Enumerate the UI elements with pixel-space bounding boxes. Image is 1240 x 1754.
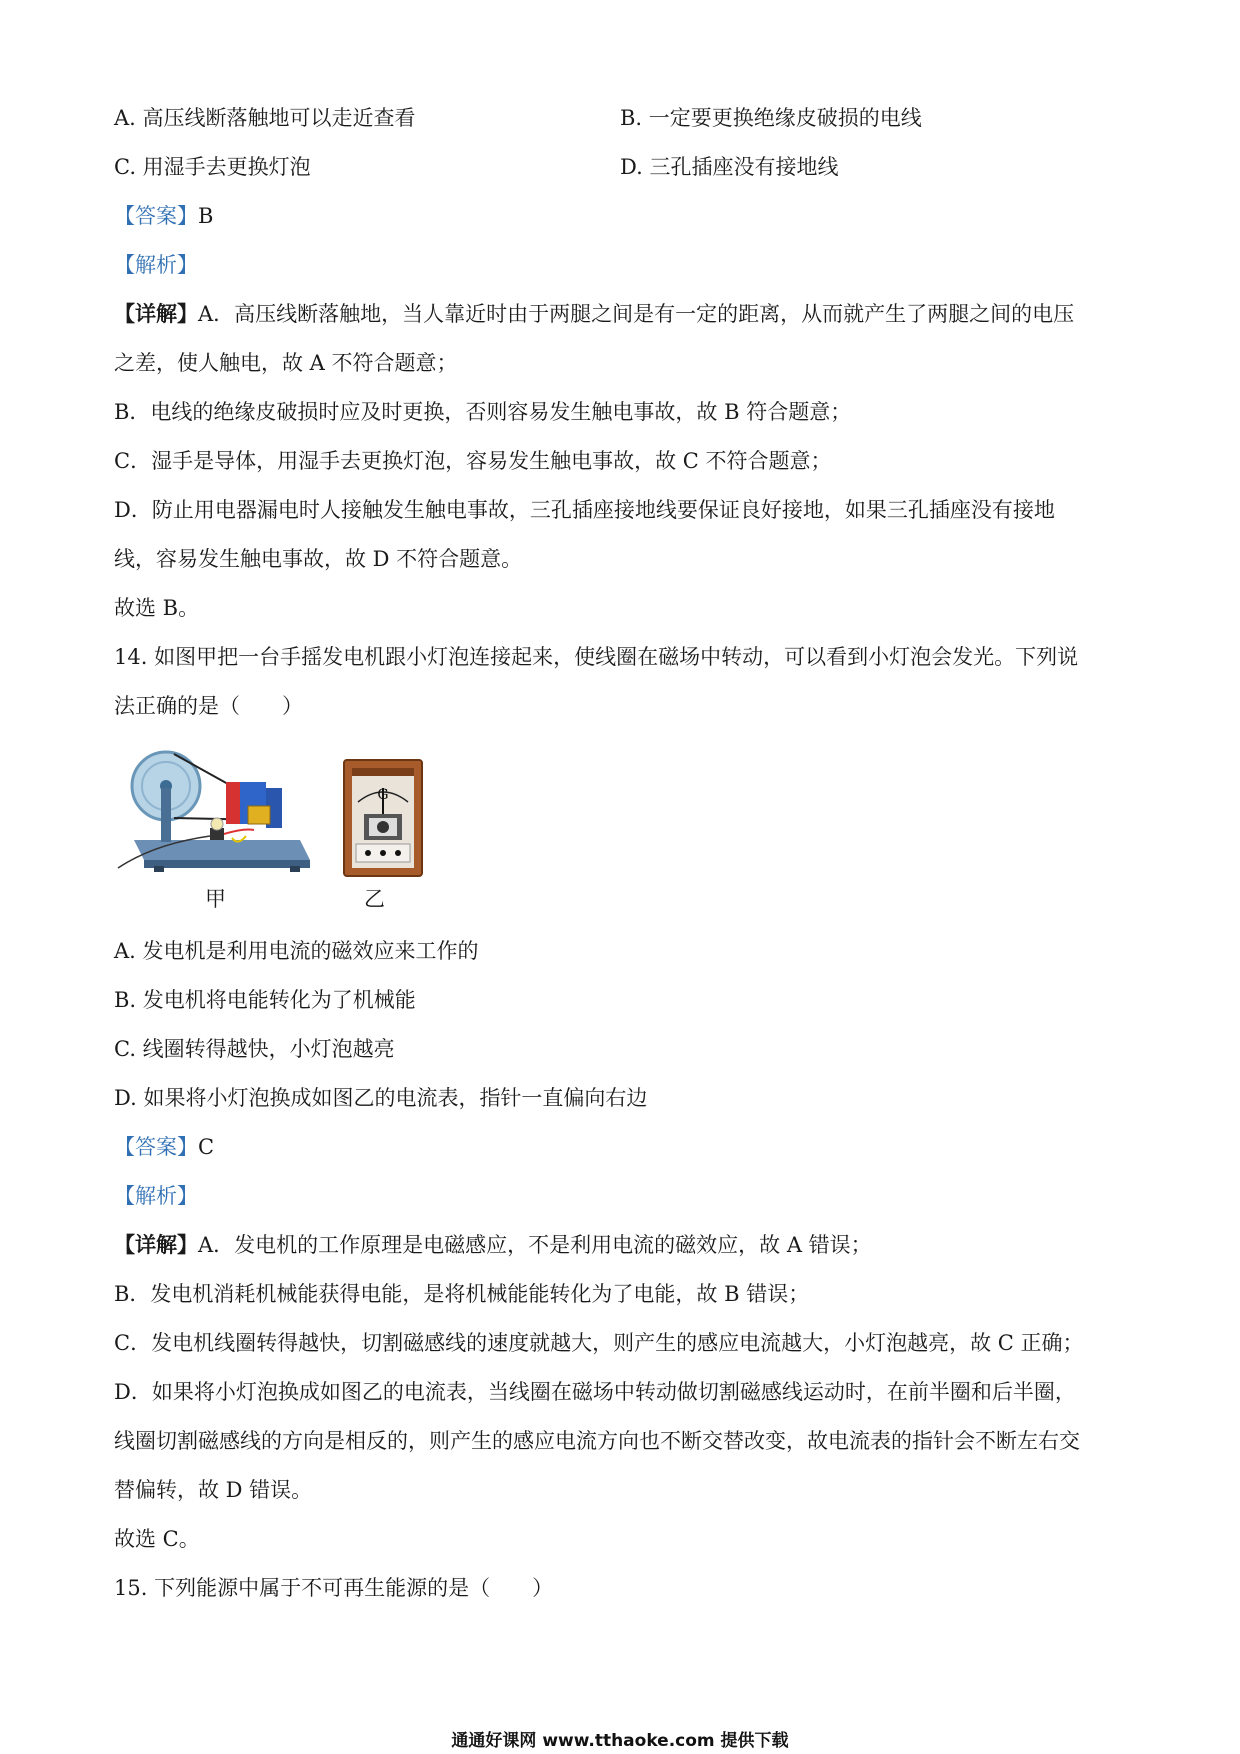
q14-detail-d-line2: 线圈切割磁感线的方向是相反的，则产生的感应电流方向也不断交替改变，故电流表的指针会不断左右交 <box>114 1429 1080 1453</box>
q13-answer <box>114 202 213 230</box>
answer-tag: 【答案】 <box>114 1135 198 1159</box>
q13-analysis-tag: 【解析】 <box>114 253 198 277</box>
footer-source: 通通好课网 www.tthaoke.com 提供下载 <box>451 1731 789 1751</box>
q15-stem: 15. 下列能源中属于不可再生能源的是（ ） <box>114 1576 554 1600</box>
q14-detail-c: C．发电机线圈转得越快，切割磁感线的速度就越大，则产生的感应电流越大，小灯泡越亮，故 C 正确； <box>114 1331 1084 1355</box>
galvanometer-figure <box>342 758 424 878</box>
q13-detail-b: B．电线的绝缘皮破损时应及时更换，否则容易发生触电事故，故 B 符合题意； <box>114 400 852 424</box>
q14-option-c: C. 线圈转得越快，小灯泡越亮 <box>114 1037 395 1061</box>
detail-tag: 【详解】 <box>114 1232 198 1257</box>
q14-stem-line2: 法正确的是（ ） <box>114 694 303 718</box>
q13-detail-d-line1: D．防止用电器漏电时人接触发生触电事故，三孔插座接地线要保证良好接地，如果三孔插座没有接地 <box>114 498 1055 522</box>
generator-base-top <box>134 840 310 860</box>
q14-detail-a <box>114 1231 872 1259</box>
q13-option-d: D. 三孔插座没有接地线 <box>620 155 839 179</box>
q14-detail-d-line1: D．如果将小灯泡换成如图乙的电流表，当线圈在磁场中转动做切割磁感线运动时，在前半圈和后半圈， <box>114 1380 1076 1404</box>
q13-detail-c: C．湿手是导体，用湿手去更换灯泡，容易发生触电事故，故 C 不符合题意； <box>114 449 832 473</box>
detail-tag: 【详解】 <box>114 301 198 326</box>
answer-value: C <box>198 1135 215 1159</box>
q13-detail-a-line2: 之差，使人触电，故 A 不符合题意； <box>114 351 458 375</box>
figure-yi-caption: 乙 <box>364 887 385 911</box>
coil <box>248 806 270 824</box>
q14-conclusion: 故选 C。 <box>114 1527 200 1551</box>
q14-option-d: D. 如果将小灯泡换成如图乙的电流表，指针一直偏向右边 <box>114 1086 648 1110</box>
detail-text: A．高压线断落触地，当人靠近时由于两腿之间是有一定的距离，从而就产生了两腿之间的电压 <box>198 302 1075 326</box>
q14-answer <box>114 1133 214 1161</box>
magnet-red <box>226 782 240 824</box>
q14-option-b: B. 发电机将电能转化为了机械能 <box>114 988 416 1012</box>
q14-option-a: A. 发电机是利用电流的磁效应来工作的 <box>114 939 479 963</box>
q14-detail-d-line3: 替偏转，故 D 错误。 <box>114 1478 313 1502</box>
q13-option-b: B. 一定要更换绝缘皮破损的电线 <box>620 106 922 130</box>
q13-detail-a-line1 <box>114 300 1074 328</box>
answer-tag: 【答案】 <box>114 204 198 228</box>
q14-stem-line1: 14. 如图甲把一台手摇发电机跟小灯泡连接起来，使线圈在磁场中转动，可以看到小灯泡会发光。下列说 <box>114 645 1079 669</box>
generator-base-front <box>144 860 310 868</box>
q14-detail-b: B．发电机消耗机械能获得电能，是将机械能能转化为了电能，故 B 错误； <box>114 1282 810 1306</box>
q13-option-a: A. 高压线断落触地可以走近查看 <box>114 106 416 130</box>
figure-jia-caption: 甲 <box>205 887 226 911</box>
q13-conclusion: 故选 B。 <box>114 596 200 620</box>
detail-text: A．发电机的工作原理是电磁感应，不是利用电流的磁效应，故 A 错误； <box>198 1233 872 1257</box>
galvanometer-letter: G <box>377 787 389 803</box>
q13-option-c: C. 用湿手去更换灯泡 <box>114 155 311 179</box>
generator-figure <box>114 748 314 878</box>
q14-analysis-tag: 【解析】 <box>114 1184 198 1208</box>
answer-value: B <box>198 204 214 228</box>
q13-detail-d-line2: 线，容易发生触电事故，故 D 不符合题意。 <box>114 547 523 571</box>
